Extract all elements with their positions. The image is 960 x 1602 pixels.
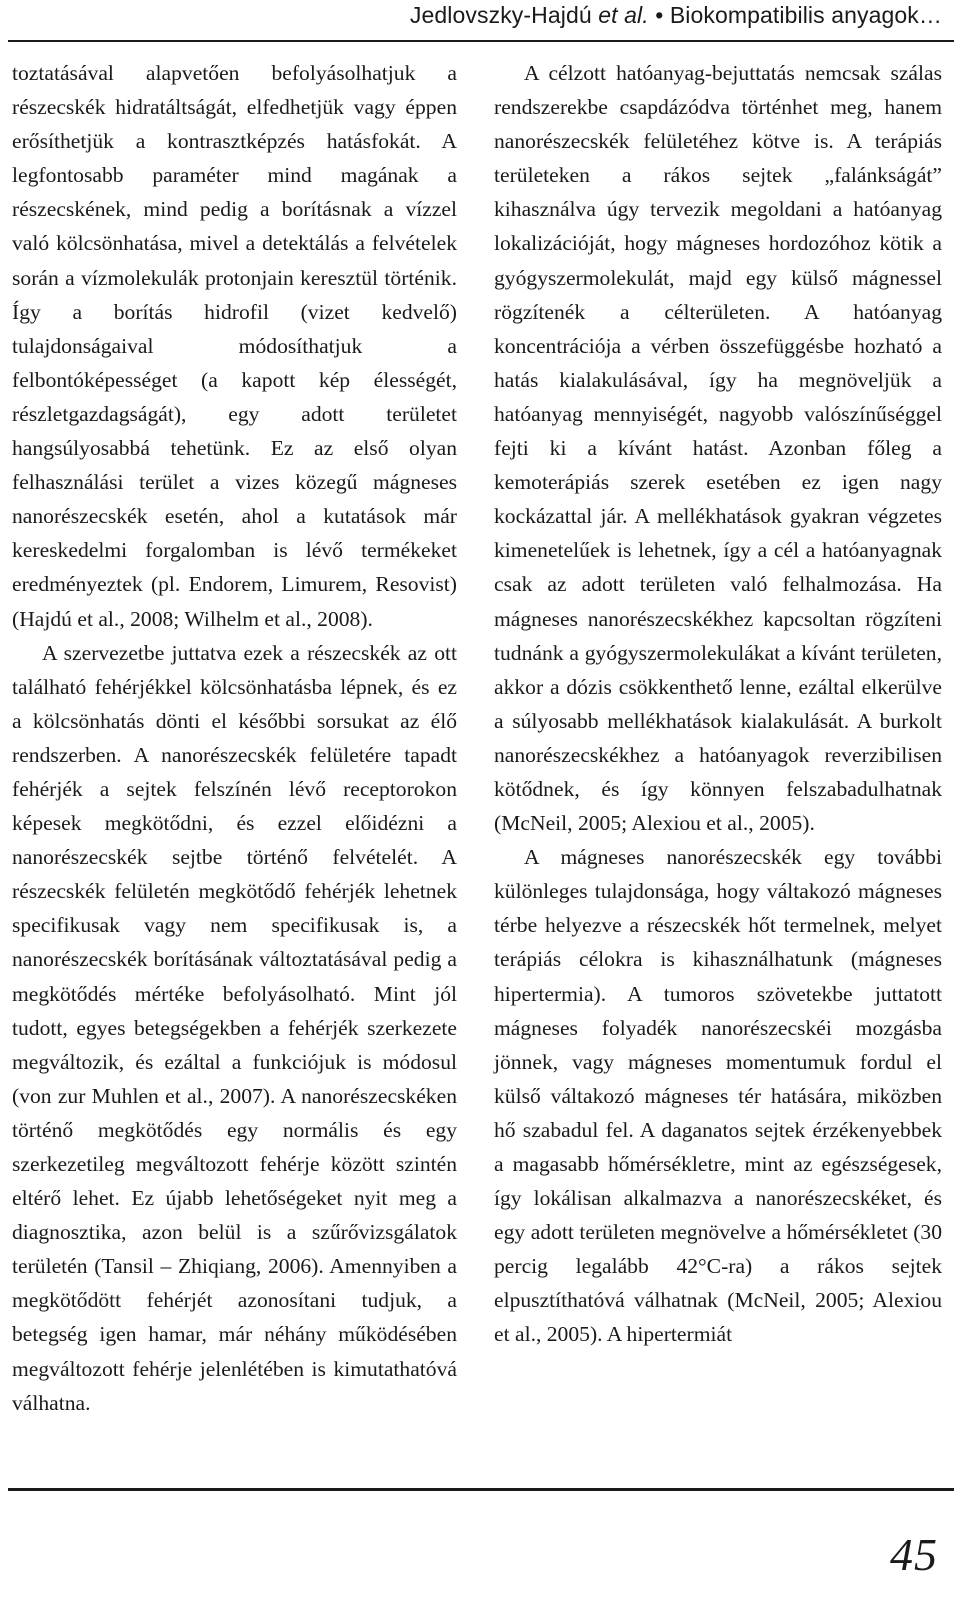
header-rule: [8, 40, 954, 42]
running-head-et-al: et al.: [598, 2, 649, 28]
running-head: [410, 2, 942, 29]
right-column: [494, 56, 942, 1352]
right-paragraph-1: A célzott hatóanyag-bejuttatás nemcsak szálas rendszerekbe csapdázódva történhet meg, hanem nanorészecskék felületéhez kötve is. A terápiás területeken a rákos sejtek „falánkságát” kihasználva úgy tervezik megoldani a hatóanyag lokalizációját, hogy mágneses hordozóhoz kötik a gyógyszermolekulát, majd egy külső mágnessel rögzítenék a célterületen. A hatóanyag koncentrációja a vérben összefüggésbe hozható a hatás kialakulásával, így ha megnöveljük a hatóanyag mennyiségét, nagyobb valószínűséggel fejti ki a kívánt hatást. Azonban főleg a kemoterápiás szerek esetében ez igen nagy kockázattal jár. A mellékhatások gyakran végzetes kimenetelűek is lehetnek, így a cél a hatóanyagnak csak az adott területen való felhalmozása. Ha mágneses nanorészecskékhez kapcsoltan rögzíteni tudnánk a gyógyszermolekulákat a kívánt területen, akkor a dózis csökkenthető lenne, ezáltal elkerülve a súlyosabb mellékhatások kialakulását. A burkolt nanorészecskékhez a hatóanyagok reverzibilisen kötődnek, és így könnyen felszabadulhatnak (McNeil, 2005; Alexiou et al., 2005).: [494, 61, 942, 836]
running-head-separator: •: [648, 2, 670, 28]
left-paragraph-2: A szervezetbe juttatva ezek a részecskék az ott található fehérjékkel kölcsönhatásba lépnek, és ez a kölcsönhatás dönti el későbbi sorsukat az élő rendszerben. A nanorészecskék felületére tapadt fehérjék a sejtek felszínén lévő receptorokon képesek megkötődni, és ezzel előidézni a nanorészecskék sejtbe történő felvételét. A részecskék felületén megkötődő fehérjék lehetnek specifikusak vagy nem specifikusak is, a nanorészecskék borításának változtatásával pedig a megkötődés mértéke befolyásolható. Mint jól tudott, egyes betegségekben a fehérjék szerkezete megváltozik, és ezáltal a funkciójuk is módosul (von zur Muhlen et al., 2007). A nanorészecskéken történő megkötődés egy normális és egy szerkezetileg megváltozott fehérje között szintén eltérő lehet. Ez újabb lehetőségeket nyit meg a diagnosztika, azon belül is a szűrővizsgálatok területén (Tansil – Zhiqiang, 2006). Amennyiben a megkötődött fehérjét azonosítani tudjuk, a betegség igen hamar, már néhány működésében megváltozott fehérje jelenlétében is kimutathatóvá válhatna.: [12, 640, 457, 1415]
page-number: 45: [890, 1529, 938, 1580]
left-column: [12, 56, 457, 1420]
running-head-authors: Jedlovszky-Hajdú: [409, 2, 599, 28]
running-head-title: Biokompatibilis anyagok…: [669, 2, 942, 28]
footer-rule: [8, 1488, 954, 1491]
left-paragraph-1: toztatásával alapvetően befolyásolhatjuk a részecskék hidratáltságát, elfedhetjük vagy éppen erősíthetjük a kontrasztképzés hatásfokát. A legfontosabb paraméter mind magának a részecskének, mind pedig a borításnak a vízzel való kölcsönhatása, mivel a detektálás a felvételek során a vízmolekulák protonjain keresztül történik. Így a borítás hidrofil (vizet kedvelő) tulajdonságaival módosíthatjuk a felbontóképességet (a kapott kép élességét, részletgazdagságát), egy adott területet hangsúlyosabbá tehetünk. Ez az első olyan felhasználási terület a vizes közegű mágneses nanorészecskék esetén, ahol a kutatások már kereskedelmi forgalomban is lévő termékeket eredményeztek (pl. Endorem, Limurem, Resovist) (Hajdú et al., 2008; Wilhelm et al., 2008).: [12, 61, 457, 631]
right-paragraph-2: A mágneses nanorészecskék egy további különleges tulajdonsága, hogy váltakozó mágneses térbe helyezve a részecskék hőt termelnek, melyet terápiás célokra is kihasználhatunk (mágneses hipertermia). A tumoros szövetekbe juttatott mágneses folyadék nanorészecskéi mozgásba jönnek, vagy mágneses momentumuk fordul el külső váltakozó mágneses tér hatására, miközben hő szabadul fel. A daganatos sejtek érzékenyebbek a magasabb hőmérsékletre, mint az egészségesek, így lokálisan alkalmazva a nanorészecskéket, és egy adott területen megnövelve a hőmérsékletet (30 percig legalább 42°C-ra) a rákos sejtek elpusztíthatóvá válhatnak (McNeil, 2005; Alexiou et al., 2005). A hipertermiát: [494, 845, 942, 1347]
